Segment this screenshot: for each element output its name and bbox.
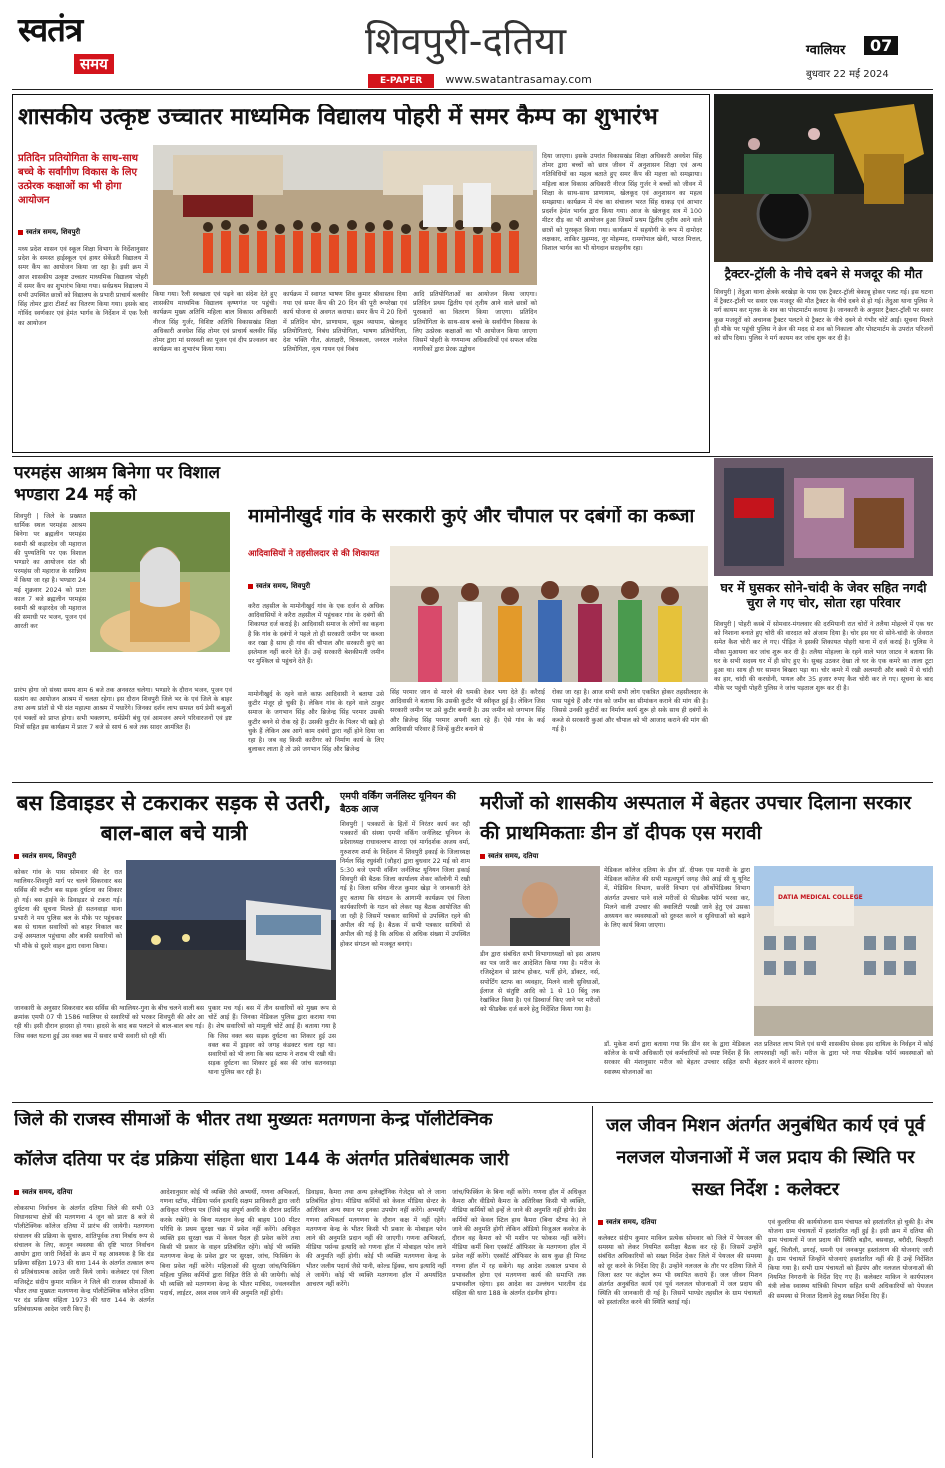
lead-headline: शासकीय उत्कृष्ट उच्चातर माध्यमिक विद्यालय पोहरी में समर कैम्प का शुभारंभ — [18, 104, 658, 130]
jal-col2: एवं कुलरिया की कार्ययोजना ग्राम पंचायत को हस्तांतरित हो चुकी है। शेष योजना ग्राम पंचायतों में हस्तांतरित नहीं हुई है। इसी क्रम में दतिया की ग्राम पंचायतों में जल प्रदाय की स्थिति बड़ौन, बसवाहा, बरौदी, बिल्हारी खुर्द, चितौली, डगरई, धमनी एवं जनकपुर हस्तांतरण की योजनाएं जारी हैं। ग्राम पंचायतें जिन्होंने योजनाएं हस्तांतरित नहीं की हैं उन्हें निर्देशित किया गया है। सभी ग्राम पंचायतों को हैंडपंप और नलजल योजनाओं की नियमित निगरानी के निर्देश दिए गए हैं। कलेक्टर माकिन ने कार्यपालन यंत्री लोक स्वास्थ्य यांत्रिकी विभाग सहित सभी अधिकारियों को पेयजल की समस्या से निजात दिलाने हेतु सख्त निर्देश दिए हैं। — [768, 1219, 933, 1300]
building-sign: DATIA MEDICAL COLLEGE — [778, 894, 863, 901]
jal-col1: कलेक्टर संदीप कुमार माकिन प्रत्येक सोमवार को जिले में पेयजल की समस्या को लेकर नियमित समीक्षा बैठक कर रहे हैं। जिसमें उन्होंने संबंधित अधिकारियों को सख्त निर्देश देकर जिले में पेयजल की समस्या को दूर करने के निर्देश दिए हैं। उन्होंने नलजल के तौर पर दतिया जिले में जिला स्तर पर कंट्रोल रूम भी स्थापित कराये हैं। जल जीवन मिशन अंतर्गत अनुबंधित कार्य एवं पूर्व नलजल योजनाओं में जल प्रदाय की स्थिति की जानकारी दी गई है। जिसमें भाण्डेर तहसील के ग्राम पंचायतों को हस्तांतरित करने की स्थिति बताई गई। — [598, 1235, 762, 1307]
tractor-caption: ट्रैक्टर-ट्रॉली के नीचे दबने से मजदूर की मौत — [724, 266, 923, 281]
divider-1 — [12, 456, 933, 457]
masthead — [0, 0, 945, 88]
hospital-photo-caption1: डॉ. मुकेश शर्मा द्वारा बताया गया कि डीन सर के द्वारा मेडिकल कॉलेज के सभी अधिकारी एवं कर्मचारियों को स्पष्ट निर्देश हैं कि सरकार की मंशानुसार मरीज को बेहतर उपचार सहित सभी स्वास्थ्य योजनाओं का — [604, 1041, 750, 1076]
bus-col1: कोकर गांव के पास सोमवार की देर रात ग्वालियर-शिवपुरी मार्ग पर चलने सिकरवार बस सर्विस की रूटीन बस सड़क दुर्घटना का शिकार हो गई। बस हाईवे के डिवाइडर से टकरा गई। दुर्घटना की सूचना मिलते ही सतनवाड़ा थाना प्रभारी ने मय पुलिस बल के मौके पर पहुंचकर बस से घायल सवारियों को बाहर निकाल कर उन्हें अस्पताल पहुंचाया और बाकी सवारियों को भी मौके से दूसरे वाहन द्वारा रवाना किया। — [14, 869, 122, 950]
section144-headline2: कॉलेज दतिया पर दंड प्रक्रिया संहिता धारा 144 के अंतर्गत प्रतिबंधात्मक जारी — [14, 1150, 509, 1170]
section144-col1: लोकसभा निर्वाचन के अंतर्गत दतिया जिले की सभी 03 विधानसभा क्षेत्रों की मतगणना 4 जून को प्रातः 8 बजे से पॉलीटेक्निक कॉलेज दतिया में प्रारंभ की जायेगी। मतगणना संचालन की प्रक्रिया के सुचारु, शांतिपूर्वक तथा निर्बाध रूप से संचालन के लिए, कानून व्यवस्था की दृष्टि भारत निर्वाचन आयोग द्वारा जारी निर्देशों के क्रम में यह आवश्यक है कि दंड प्रक्रिया संहिता 1973 की धारा 144 के अंतर्गत तत्काल रूप से प्रतिबंधात्मक आदेश जारी किये जाये। कलेक्टर एवं जिला मजिस्ट्रेट संदीप कुमार माकिन ने जिले की राजस्व सीमाओं के भीतर तथा मुख्यतः मतगणना केन्द्र पॉलीटेक्निक कॉलेज दतिया पर दंड प्रक्रिया संहिता 1973 की धारा 144 के अंतर्गत प्रतिबंधात्मक आदेश जारी किए हैं। — [14, 1205, 154, 1314]
bus-col2: जानकारी के अनुसार सिकरवार बस सर्विस की ग्वालियर-गुना के बीच चलने वाली बस क्रमांक एमपी 07 पी 1586 ग्वालियर से सवारियों को भरकर शिवपुरी की ओर आ रही थी। इसी दौरान हादसा हो गया। हादसे के बाद बस पलटने से बाल-बाल बच गई। जिस वक्त घटना हुई उस वक्त बस में सवार सभी सवारी सो रही थीं। — [14, 1005, 204, 1040]
lead-col2: किया गया। रैली स्वच्छता एवं पढ़ने का संदेश देते हुए शासकीय माध्यमिक विद्यालय कृष्णगंज पर पहुंची। कार्यक्रम मुख्य अतिथि महिला बाल विकास अधिकारी नीरज सिंह गुर्जर, विशिष्ट अतिथि विकासखंड शिक्षा अधिकारी अवधेश सिंह तोमर एवं प्राचार्य बलवीर सिंह तोमर द्वारा मां सरस्वती का पूजन एवं दीप प्रज्वलन कर कार्यक्रम का शुभारंभ किया गया। — [153, 291, 277, 354]
kua-byline: स्वतंत्र समय, शिवपुरी — [248, 582, 310, 591]
ashram-headline: परमहंस आश्रम बिनेगा पर विशाल भण्डारा 24 मई को — [14, 463, 221, 505]
section144-col2: आदेशानुसार कोई भी व्यक्ति जैसे अभ्यर्थी, गणना अभिकर्ता, गणना स्टॉफ, मीडिया पर्सन इत्यादि सक्षम प्राधिकारी द्वारा जारी अधिकृत परिचय पत्र (जिसे वह संपूर्ण अवधि के दौरान प्रदर्शित करके रखेंगे) के बिना मतदान केन्द्र की बाहय 100 मीटर परिधि के प्रथम सुरक्षा चक्र में प्रवेश नहीं करेंगे। अधिकृत व्यक्ति इस सुरक्षा चक्र में केवल पैदल ही प्रवेश करेंगे तथा किसी भी प्रकार के वाहन प्रतिबंधित रहेंगे। कोई भी व्यक्ति मतगणना केन्द्र के प्रवेश द्वार पर सुरक्षा, जांच, फिस्किंग के बिना प्रवेश नहीं करेंगे। महिलाओं की सुरक्षा जांच/फिस्किंग महिला पुलिस कर्मियों द्वारा विहित रीति से की जायेगी। कोई भी व्यक्ति को मतगणना केन्द्र के भीतर माचिस, ज्वलनशील पदार्थ, लाईटर, अस्त्र शस्त्र जाने की अनुमति नहीं होगी। — [160, 1189, 300, 1298]
theft-body: शिवपुरी | पोहरी कस्बे में सोमवार-मंगलवार की दरमियानी रात चोरों ने तलैया मोहल्ले में एक घर को निशाना बनाते हुए चोरी की वारदात को अंजाम दिया है। चोर इस घर से सोने-चांदी के जेवरात समेत कैश चोरी कर ले गए। पीड़ित ने इसकी शिकायत पोहरी थाना में दर्ज कराई है। पुलिस ने मौका मुआयना कर जांच शुरू कर दी है। तलैया मोहल्ला के रहने वाले भरत जाटव ने बताया कि घर के सभी सदस्य घर में ही सोए हुए थे। सुबह उठकर देखा तो घर के एक कमरे का ताला टूटा हुआ था। साथ ही घर सामान बिखरा पड़ा था। चोर कमरे में रखी अलमारी और बक्से में से चांदी का हार, चांदी की करधोनी, पायल और 35 हजार रुपए कैश चोरी कर ले गए। सूचना के बाद मौके पर पहुंची पोहरी पुलिस ने जांच पड़ताल शुरू कर दी है। — [714, 621, 933, 693]
lead-byline: स्वतंत्र समय, शिवपुरी — [18, 228, 80, 237]
ashram-photo — [90, 512, 230, 652]
page-number: 07 — [864, 36, 898, 55]
kua-col3: सिंह परमार जान से मारने की धमकी देकर भगा देते हैं। करैराई आदिवासी ने बताया कि उसकी कुटीर भी स्वीकृत हुई है। लेकिन जिस सरकारी जमीन पर उसे कुटीर बनानी है। उस जमीन को जगभान सिंह और ब्रिजेन्द्र सिंह परमार अपनी बता रहे हैं। ऐसे गांव के कई आदिवासी परिवार हैं जिन्हें कुटीर बनाने से — [390, 689, 545, 733]
kua-headline: मामोनीखुर्द गांव के सरकारी कुएं और चौपाल पर दबंगों का कब्जा — [248, 506, 695, 527]
ashram-body1: शिवपुरी | जिले के प्रख्यात धार्मिक स्थल परमहंस आश्रम बिनेगा पर ब्रह्मलीन परमहंस स्वामी श्री कड़ारदेव जी महाराज की पुण्यतिथि पर एक विशाल भण्डारे का आयोजन संत श्री परमहंस जी महाराज के सान्निध्य में किया जा रहा है। भण्डारा 24 मई शुक्रवार 2024 को प्रातः काल 7 बजे ब्रह्मलीन परमहंस स्वामी श्री कड़ारदेव जी महाराज की समाधी पर भजन, पूजन एवं आरती कर — [14, 513, 86, 631]
tractor-photo — [714, 94, 933, 262]
lead-col3: कार्यक्रम में स्वागत भाषण शिव कुमार श्रीवास्तव दिया गया एवं समर कैंप की 20 दिन की पूरी रूपरेखा एवं कार्य योजना से अवगत कराया। समर कैंप में 20 दिनों में प्रतिदिन योग, प्राणायाम, सूक्ष्म व्यायाम, खेलकूद प्रतियोगिताएं, निबंध प्रतियोगिता, भाषण प्रतियोगिता, देश भक्ति गीत, अंताक्षरी, चित्रकला, जनरल नालेज प्रतियोगिता, नृत्य गायन एवं निबंध — [283, 291, 407, 354]
bus-byline: स्वतंत्र समय, शिवपुरी — [14, 852, 76, 861]
tractor-body: शिवपुरी | तेंदुआ थाना क्षेत्रके बरखेड़ा के पास एक ट्रैक्टर-ट्रॉली बेकाबू होकर पलट गई। इस घटना में ट्रैक्टर-ट्रॉली पर सवार एक मजदूर की मौत ट्रैक्टर के नीचे दबने से हो गई। तेंदुआ थाना पुलिस ने मर्ग कायम कर मृतक के शव का पोस्टमार्टम कराया है। जानकारी के अनुसार ट्रैक्टर-ट्रॉली पर सवार कुछ मजदूरों को अचानक ट्रैक्टर पलटने से ट्रैक्टर के नीचे दबने से गंभीर चोटें आईं। सूचना मिलते ही मौके पर पहुंची पुलिस ने क्रेन की मदद से शव को निकाला और पोस्टमार्टम के उपरांत परिजनों को सौंप दिया। पुलिस ने मर्ग कायम कर जांच शुरू कर दी है। — [714, 289, 933, 343]
city-label: ग्वालियर — [806, 43, 846, 58]
bus-col3: पुकार मच गई। बस में तीन सवारियों को मुख्य रूप से चोटें आई हैं। जिनका मेडिकल पुलिस द्वारा कराया गया है। शेष सवारियों को मामूली चोटें आई हैं। बताया गया है कि जिस वक्त बस सड़क दुर्घटना का शिकार हुई उस वक्त बस में ड्राइवर को जगह कंडक्टर चला रहा था। सवारियों को भी लगा कि बस स्टाफ ने शराब पी रखी थी। सड़क दुर्घटना का शिकार हुई बस की जांच सतनवाड़ा थाना पुलिस कर रही है। — [208, 1005, 336, 1077]
hospital-building-photo — [754, 866, 933, 1036]
logo — [18, 12, 138, 78]
lead-photo — [153, 145, 537, 285]
logo-line1: स्वतंत्र — [18, 10, 83, 49]
lead-col5: दिया जाएगा। इसके उपरांत विकासखंड शिक्षा अधिकारी अवधेश सिंह तोमर द्वारा बच्चों को छात्र जीवन में अनुशासन शिक्षा एवं अन्य गतिविधियों का महत्व बताते हुए समर कैंप की महत्ता को समझाया। महिला बाल विकास अधिकारी नीरज सिंह गुर्जर ने बच्चों को जीवन में शिक्षा के साथ-साथ प्राणायाम, खेलकूद एवं अनुशासन का महत्व समझाया। कार्यक्रम में मंच का संचालन भरत सिंह धाकड़ एवं आभार प्रदर्शन हेमंत भार्गव द्वारा किया गया। आज के खेलकूद सत्र में 100 मीटर दौड़ का भी आयोजन हुआ जिसमें प्रथम द्वितीय तृतीय आने वाले छात्रों को पुरस्कृत किया गया। कार्यक्रम में सहयोगी के रूप में दामोदर लक्षकार, शाकिर मुहम्मद, नूर मोहम्मद, रामगोपाल खेनी, भारत मित्तल, विशाल भार्गव का भी योगदान सराहनीय रहा। — [542, 153, 702, 253]
theft-caption: घर में घुसकर सोने-चांदी के जेवर सहित नगदी चुरा ले गए चोर, सोता रहा परिवार — [720, 580, 927, 610]
union-body: शिवपुरी | पत्रकारों के हितों में निरंतर कार्य कर रही पत्रकारों की संस्था एमपी वर्किंग जर्नलिस्ट यूनियन के प्रदेशाध्यक्ष राधावल्लभ शारदा एवं मार्गदर्शक अजय वर्मा, गुरुशरण शर्मा के निर्देशन में शिवपुरी इकाई के जिलाध्यक्ष निर्मल सिंह रघुवंशी (जौहर) द्वारा बुधवार 22 मई को शाम 5:30 बजे एमपी वर्किंग जर्नलिस्ट यूनियन जिला इकाई शिवपुरी की बैठक जिला कार्यालय शेकर कॉलोनी में रखी गई है। जिला सचिव नीरज कुमार खेड़ा ने जानकारी देते हुए बताया कि संगठन के आगामी कार्यक्रम एवं जिला कार्यकारिणी के गठन को लेकर यह बैठक आयोजित की जा रही है जिसमें पत्रकार साथियों से उपस्थित रहने की अपील की गई है। बैठक में सभी पत्रकार साथियों से अपील की गई है कि अधिक से अधिक संख्या में उपस्थित होकर संगठन को मजबूत बनाएं। — [340, 821, 470, 948]
website[interactable]: www.swatantrasamay.com — [445, 73, 592, 86]
bus-photo — [126, 860, 336, 1000]
kua-col4: रोका जा रहा है। आज सभी सभी लोग एकत्रित होकर तहसीलदार के पास पहुंचे हैं और गांव को जमीन का सीमांकन कराने की मांग की है। जिससे उनकी कुटीरों का निर्माण कार्य शुरू हो सके साथ ही दबंगों के कब्जे से सरकारी कुआं और चौपाल को भी आजाद कराने की मांग की गई है। — [552, 689, 708, 733]
divider-2 — [12, 782, 933, 783]
hospital-headline: मरीजों को शासकीय अस्पताल में बेहतर उपचार दिलाना सरकार की प्राथमिकताः डीन डॉ दीपक एस मरावी — [480, 792, 912, 844]
lead-kicker: प्रतिदिन प्रतियोगिता के साथ-साथ बच्चे के सर्वांगीण विकास के लिए उत्प्रेरक कक्षाओं का भी होगा आयोजन — [18, 153, 139, 206]
lead-col4: आदि प्रतियोगिताओं का आयोजन किया जाएगा। प्रतिदिन प्रथम द्वितीय एवं तृतीय आने वाले छात्रों को पुरस्कारों का वितरण किया जाएगा। प्रतिदिन प्रतियोगिता के साथ-साथ बच्चे के सर्वांगीण विकास के लिए उत्प्रेरक कक्षाओं का भी आयोजन किया जाएगा जिसमें पोहरी के गणमान्य अधिकारियों एवं सफल वरिष्ठ नागरिकों द्वारा प्रेरक उद्बोधन — [413, 291, 537, 354]
bus-headline: बस डिवाइडर से टकराकर सड़क से उतरी, बाल-बाल बचे यात्री — [16, 791, 332, 845]
union-kicker: एमपी वर्किंग जर्नलिस्ट यूनियन की बैठक आज — [340, 791, 456, 815]
jal-byline: स्वतंत्र समय, दतिया — [598, 1218, 656, 1227]
section144-col3: डिवाइस, कैमरा तथा अन्य इलेक्ट्रॉनिक गेजेट्स को ले जाना प्रतिबंधित होगा। मीडिया कर्मियों को केवल मीडिया सेन्टर के अतिरिक्त अन्य स्थान पर इनका उपयोग नहीं करेंगे। अभ्यर्थी/गणना अभिकर्ता मतगणना के दौरान कक्ष में नहीं रहेंगे। मतगणना केन्द्र के भीतर किसी भी प्रकार के मोबाइल फोन लाने की अनुमति प्रदान नहीं की जाएगी। गणना अभिकर्ता, मीडिया पर्सन्स इत्यादि को गणना हॉल में मोबाइल फोन लाने की अनुमति नहीं होगी। कोई भी व्यक्ति मतगणना केन्द्र के भीतर जलीय पदार्थ जैसे पानी, कोल्ड ड्रिंक्स, चाय इत्यादि नहीं ले जायेंगे। कोई भी व्यक्ति मतगणना हॉल में अमर्यादित आचरण नहीं करेंगे। — [306, 1189, 446, 1289]
section144-byline: स्वतंत्र समय, दतिया — [14, 1188, 72, 1197]
divider-3 — [12, 1102, 933, 1103]
edition-title: शिवपुरी-दतिया — [365, 19, 567, 63]
epaper-label: E-PAPER — [368, 74, 434, 88]
hospital-photo — [480, 866, 600, 946]
kua-col2: मामोनीखुर्द के रहने वाले काफ़ आदिवासी ने बताया उसे कुटीर मंजूर हो चुकी है। लेकिन गांव के रहने वाले ठाकुर समाज के जगभान सिंह और ब्रिजेन्द्र सिंह परमार उसकी कुटीर बनने से रोक रहे हैं। उसकी कुटीर के पिलर भी खड़े हो चुके हैं लेकिन अब आगे काम दबंगों द्वारा नहीं होने दिया जा रहा है। जब वह किसी कारीगर को निर्माण कार्य के लिए बुलाकर लाता है तो उसे जगभान सिंह और ब्रिजेन्द्र — [248, 691, 384, 754]
theft-photo — [714, 458, 933, 576]
hospital-col2: डीन द्वारा संबंधित सभी विभागाध्यक्षों को इस आशय का पत्र जारी कर आदेशित किया गया है। मरीज के रजिस्ट्रेशन से प्रारंभ होकर, भर्ती होने, डॉक्टर, नर्स, सपोर्टिंग स्टाफ का व्यवहार, मिलने वाली सुविधाओं, ईलाज से संतुष्टि आदि को 1 से 10 बिंदु तक रेखांकित किया है। एवं डिस्चार्ज किए जाने पर मरीजों को फीडबैक दर्ज करने हेतु निर्देशित किया गया है। — [480, 951, 600, 1014]
epaper-bar — [368, 68, 788, 84]
kua-kicker: आदिवासियों ने तहसीलदार से की शिकायत — [248, 549, 380, 559]
jal-headline: जल जीवन मिशन अंतर्गत अनुबंधित कार्य एवं पूर्व नलजल योजनाओं में जल प्रदाय की स्थिति पर सख्त निर्देश : कलेक्टर — [606, 1115, 925, 1200]
hospital-col1: मेडिकल कॉलेज दतिया के डीन डॉ. दीपक एस मरावी के द्वारा मेडिकल कॉलेज की सभी महत्वपूर्ण जगह जैसे आई सी यू यूनिट में, मेडिसिन विभाग, सर्जरी विभाग एवं ऑर्थोपेडिक्स विभाग अंतर्गत उपचार पाने वाले मरीजों से फीडबैक फॉर्म भरवा कर, मिलने वाली उपचार की क्वालिटी परखी जाने हेतु एवं उसका अध्ययन कर व्यवस्थाओं को दुरुस्त करने व सुविधाओं को बढ़ाने के लिए कार्य किया जाएगा। — [604, 867, 750, 930]
section144-col4: जांच/फिस्किंग के बिना नहीं करेंगे। गणना हॉल में अधिकृत कैमरा और वीडियो कैमरा के अतिरिक्त किसी भी व्यक्ति, मीडिया कर्मियों को इन्हें ले जाने की अनुमति नहीं होगी। प्रेस कर्मियों को केवल स्टिल हाथ कैमरा (बिना स्टैण्ड के) ले जाने की अनुमति होगी लेकिन ऑडियो विजुअल कवरेज के दौरान वह कैमरा को भी मशीन पर फोकस नहीं करेंगे। मीडिया कर्मी बिना एस्कॉर्ट ऑफिसर के मतगणना हॉल में प्रवेश नहीं करेंगे। एस्कॉर्ट ऑफिसर के साथ कुछ ही मिनट गणना हॉल में रह सकेंगे। यह आदेश तत्काल प्रभाव से प्रभावशील होगा एवं मतगणना कार्य की समाप्ति तक प्रभावशील रहेगा। इस आदेश का उल्लंघन भारतीय दंड संहिता की धारा 188 के अंतर्गत दंडनीय होगा। — [452, 1189, 586, 1298]
hospital-photo-caption2: शत प्रतिशत लाभ मिले एवं सभी शासकीय सेवक इस दायित्व के निर्वहन में कोई लापरवाही नहीं करें। मरीज के द्वारा भरे गया फीडबैक फॉर्म व्यवस्थाओं को बेहतर करने में कारगर रहेगा। — [754, 1041, 933, 1067]
masthead-divider — [12, 89, 933, 90]
divider-4 — [592, 1106, 593, 1458]
lead-col1: मध्य प्रदेश शासन एवं स्कूल शिक्षा विभाग के निर्देशानुसार प्रदेश के समस्त हाईस्कूल एवं हायर सेकेंडरी विद्यालय में समर कैंप का आयोजन किया जा रहा है। इसी क्रम में आज शासकीय उत्कृष्ट उच्चतर माध्यमिक विद्यालय पोहरी में समर कैंप का शुभारंभ किया गया। सर्वप्रथम विद्यालय में सभी उपस्थित छात्रों को विद्यालय के प्रभारी प्राचार्य बलवीर सिंह तोमर द्वारा टीशर्ट का वितरण किया गया। इसके बाद गोविंद स्वर्णकार एवं हेमंत भार्गव के निर्देशन में एक रैली का आयोजन — [18, 246, 148, 327]
hospital-byline: स्वतंत्र समय, दतिया — [480, 852, 538, 861]
ashram-body2: प्रारंभ होगा जो संध्या समय शाम 6 बजे तक अनवरत चलेगा। भण्डारे के दौरान भजन, पूजन एवं सत्संग का आयोजन आश्रम में चलता रहेगा। इस दौरान शिवपुरी जिले भर के एवं जिले के बाहर तथा अन्य प्रांतों से भी संत महात्मा आश्रम में पधारेंगे। जिनका दर्शन लाभ समस्त धर्म प्रेमी बन्धुओं एवं भक्तों को प्राप्त होगा। सभी भक्तगण, धर्मप्रेमी बंधु एवं आमजन अपने परिवारजनों एवं इष्ट मित्रों सहित इस कार्यक्रम में प्रातः 7 बजे से सायं 6 बजे तक सादर आमंत्रित हैं। — [14, 687, 232, 731]
kua-col1: करैरा तहसील के मामोनीखुर्द गांव के एक दर्जन से अधिक आदिवासियों ने करैरा तहसील में पहुंचकर गांव के दबंगों की शिकायत दर्ज कराई है। आदिवासी समाज के लोगों का कहना है कि गांव के दबंगों ने पहले तो ही सरकारी जमीन पर कब्जा कर रखा है साथ ही गांव की चौपाल और सरकारी कुएं का इस्तेमाल नहीं करने देते हैं। उन्हें सरकारी बेशकीमती जमीन पर मुश्किल से पहुंचने देते हैं। — [248, 603, 384, 666]
logo-line2: समय — [74, 54, 114, 74]
section144-headline1: जिले की राजस्व सीमाओं के भीतर तथा मुख्यतः मतगणना केन्द्र पॉलीटेक्निक — [14, 1110, 493, 1130]
issue-date: बुधवार 22 मई 2024 — [806, 69, 889, 80]
kua-photo — [390, 546, 708, 682]
